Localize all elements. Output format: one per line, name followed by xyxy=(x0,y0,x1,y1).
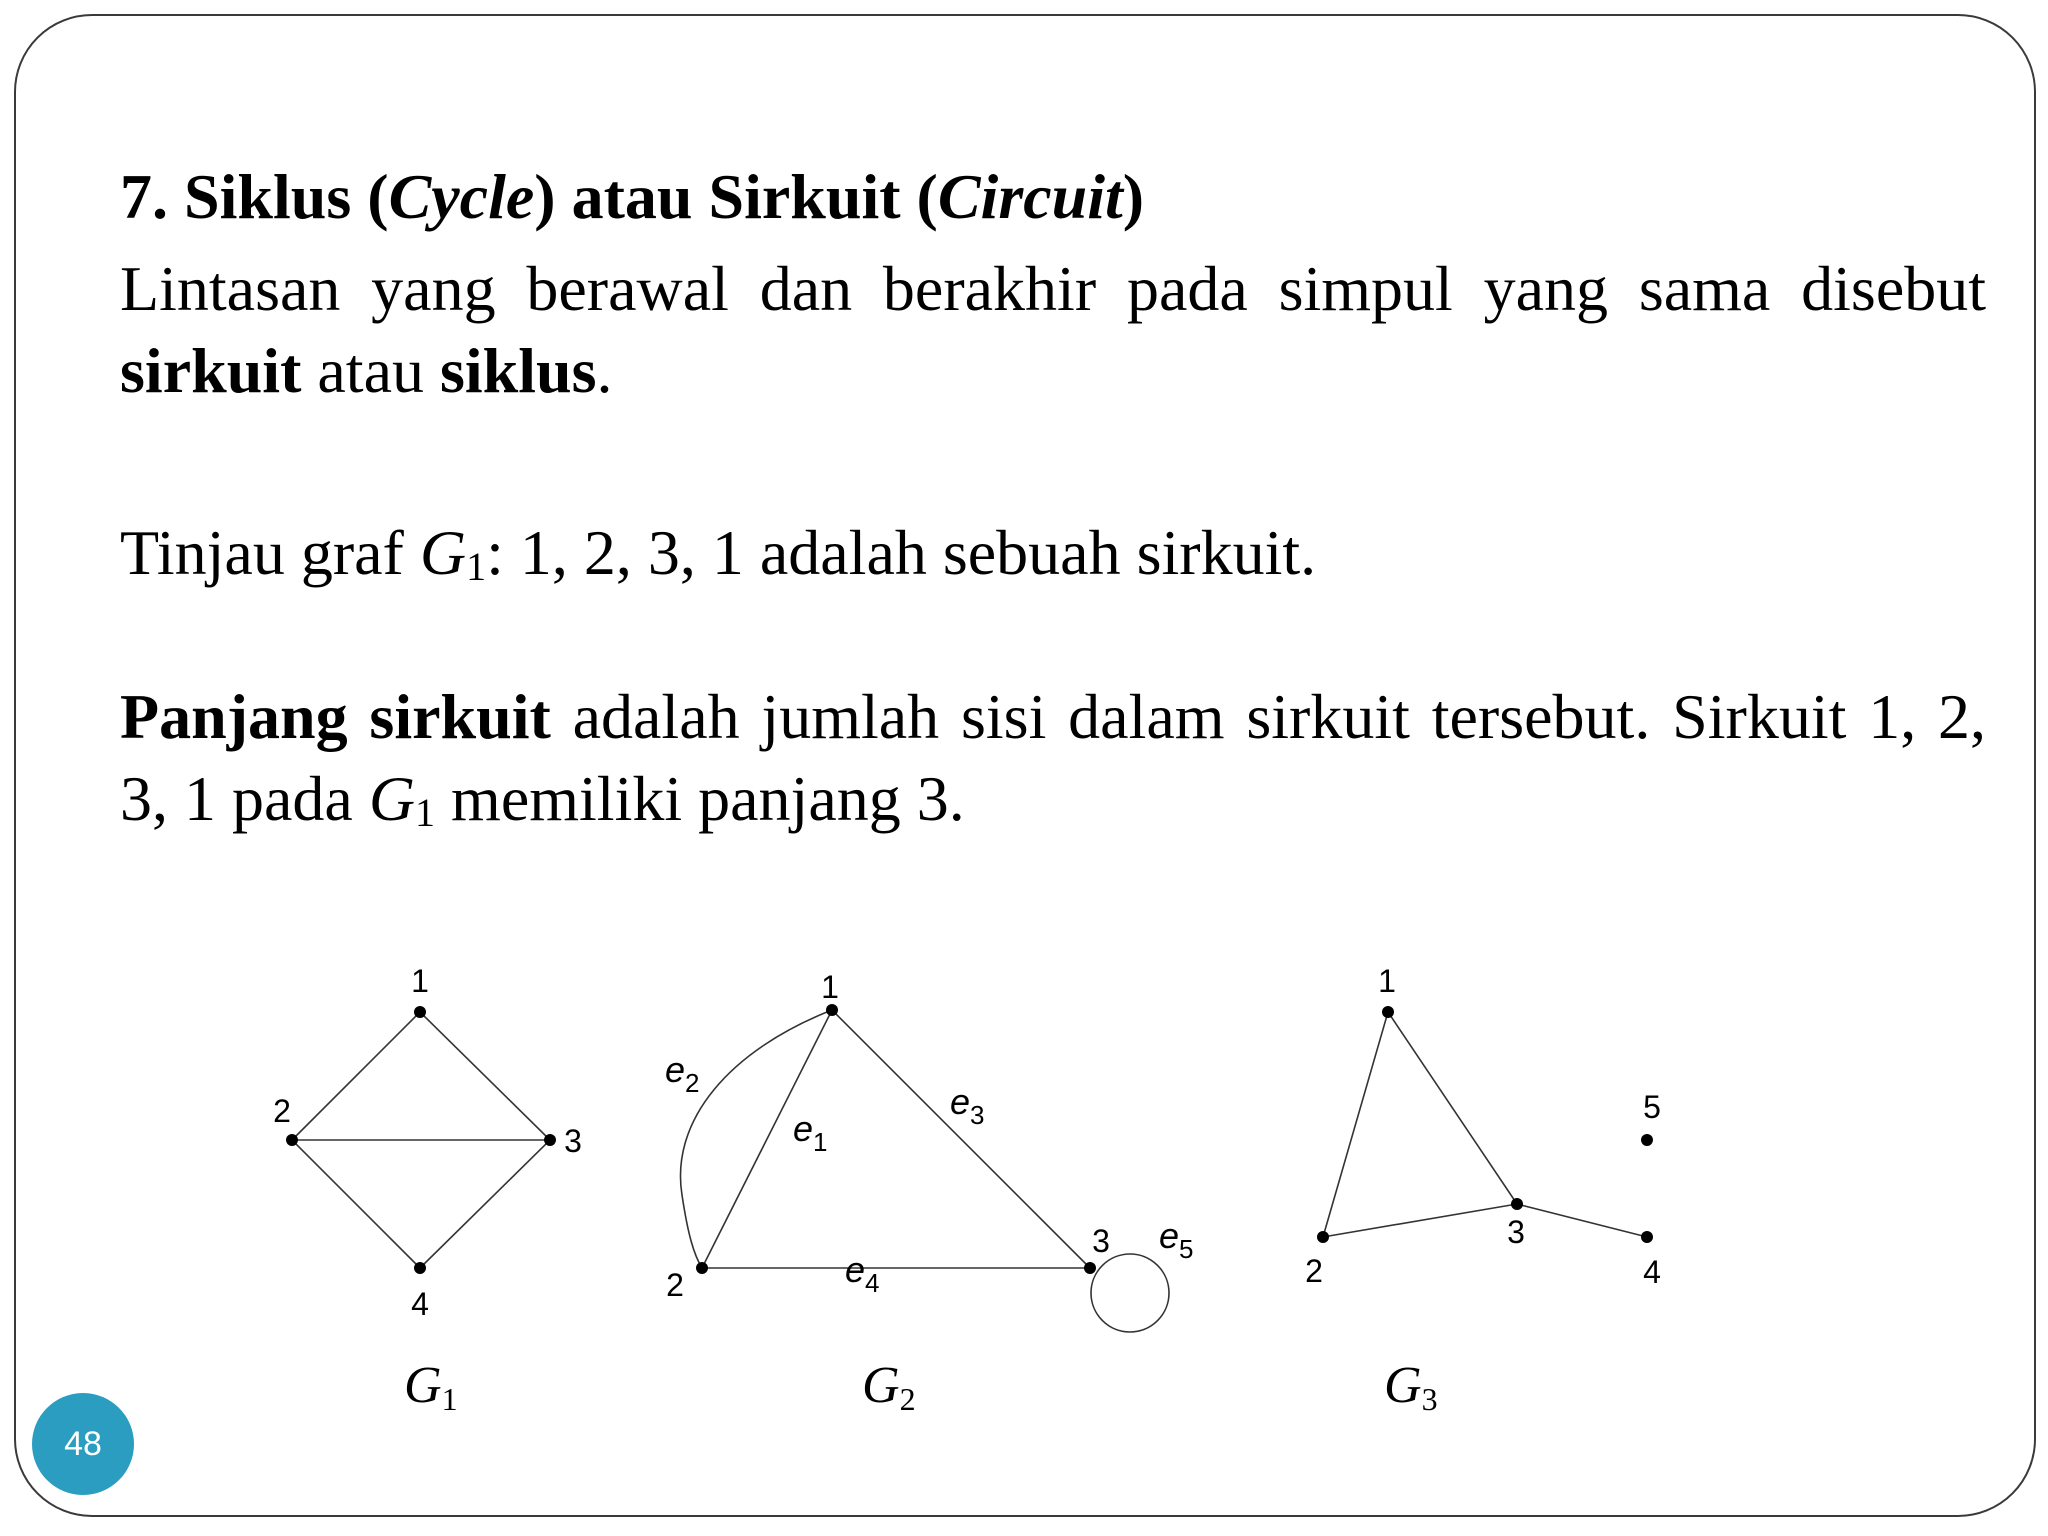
text: . xyxy=(596,335,613,406)
g3-edge-3-4 xyxy=(1517,1204,1647,1237)
g2-edge-e5-loop xyxy=(1091,1254,1169,1332)
graph-subscript: 1 xyxy=(466,544,487,589)
g2-edge-label-e4: $e_4$ xyxy=(845,1249,880,1298)
text: memiliki panjang 3. xyxy=(435,763,965,834)
g3-vertex-1 xyxy=(1382,1006,1394,1018)
g2-label-2: 2 xyxy=(666,1267,684,1303)
title-text: ) atau Sirkuit ( xyxy=(534,161,938,232)
text: Tinjau graf xyxy=(120,517,420,588)
g1-vertex-2 xyxy=(286,1134,298,1146)
g2-label-1: 1 xyxy=(821,969,839,1005)
g3-edge-1-3 xyxy=(1388,1012,1517,1204)
term-panjang-sirkuit: Panjang sirkuit xyxy=(120,681,551,752)
graph-symbol: G xyxy=(419,517,467,588)
g2-label-3: 3 xyxy=(1092,1223,1110,1259)
text: : 1, 2, 3, 1 adalah sebuah sirkuit. xyxy=(486,517,1317,588)
title-italic-circuit: Circuit xyxy=(937,161,1123,232)
g2-vertex-1 xyxy=(826,1004,838,1016)
g1-vertex-1 xyxy=(414,1006,426,1018)
g2-edge-label-e1: $e_1$ xyxy=(793,1108,828,1157)
g3-vertex-3 xyxy=(1511,1198,1523,1210)
g3-label-2: 2 xyxy=(1305,1253,1323,1289)
g2-vertex-3 xyxy=(1084,1262,1096,1274)
g1-label-3: 3 xyxy=(564,1123,582,1159)
title-italic-cycle: Cycle xyxy=(388,161,535,232)
g2-edge-label-e5: $e_5$ xyxy=(1159,1215,1194,1264)
g1-vertex-3 xyxy=(544,1134,556,1146)
page-number-badge xyxy=(32,1393,134,1495)
g2-edge-label-e2: $e_2$ xyxy=(665,1049,700,1098)
graph-g2 xyxy=(665,969,1194,1417)
g1-edge-1-2 xyxy=(292,1012,420,1140)
g3-edge-2-3 xyxy=(1323,1204,1517,1237)
g1-edge-2-4 xyxy=(292,1140,420,1268)
g3-label-3: 3 xyxy=(1507,1214,1525,1250)
g1-name: G1 xyxy=(404,1357,458,1417)
g3-vertex-5 xyxy=(1641,1134,1653,1146)
text: adalah jumlah sisi dalam sirkuit tersebut. Sirkuit 1, 2, 3, 1 pada xyxy=(120,681,1986,834)
title-text: 7. Siklus ( xyxy=(120,161,389,232)
g3-label-4: 4 xyxy=(1643,1254,1661,1290)
term-sirkuit: sirkuit xyxy=(120,335,302,406)
graph-g1 xyxy=(273,963,582,1417)
graph-subscript: 1 xyxy=(415,790,436,835)
term-siklus: siklus xyxy=(439,335,597,406)
g1-edge-3-4 xyxy=(420,1140,550,1268)
text: Lintasan yang berawal dan berakhir pada simpul yang sama disebut xyxy=(120,253,1986,324)
g3-vertex-2 xyxy=(1317,1231,1329,1243)
g2-edge-label-e3: $e_3$ xyxy=(950,1081,985,1130)
page-number: 48 xyxy=(64,1424,102,1463)
g3-edge-1-2 xyxy=(1323,1012,1388,1237)
g3-label-5: 5 xyxy=(1643,1089,1661,1125)
graph-symbol: G xyxy=(368,763,416,834)
g3-label-1: 1 xyxy=(1378,963,1396,999)
g1-vertex-4 xyxy=(414,1262,426,1274)
g1-label-1: 1 xyxy=(411,963,429,999)
g1-edge-1-3 xyxy=(420,1012,550,1140)
g1-label-2: 2 xyxy=(273,1093,291,1129)
g2-name: G2 xyxy=(862,1357,916,1417)
g2-edge-e3 xyxy=(832,1010,1090,1268)
title-text: ) xyxy=(1122,161,1145,232)
g1-label-4: 4 xyxy=(411,1286,429,1322)
text: atau xyxy=(301,335,440,406)
graph-g3 xyxy=(1305,963,1661,1417)
g3-vertex-4 xyxy=(1641,1231,1653,1243)
g2-vertex-2 xyxy=(696,1262,708,1274)
g3-name: G3 xyxy=(1384,1357,1438,1417)
